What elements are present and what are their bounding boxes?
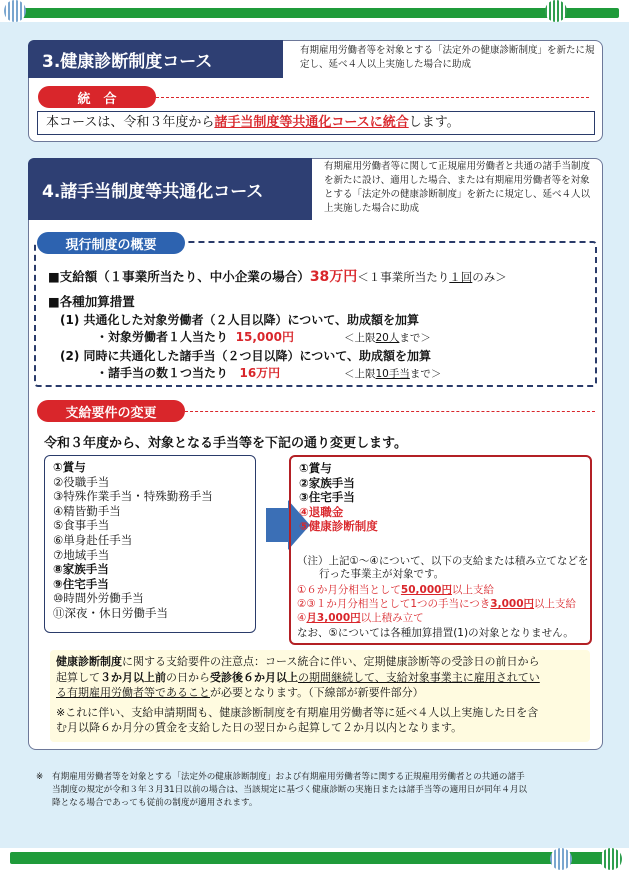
footnote-mark: ※ (36, 772, 44, 782)
list-item: ⑧家族手当 (53, 562, 109, 577)
add-title: ■各種加算措置 (48, 294, 135, 309)
amount-note-end: のみ＞ (472, 270, 507, 284)
bottom-decorative-bar (0, 848, 629, 872)
merge-notice (37, 111, 595, 135)
list-item: ②役職手当 (53, 474, 110, 489)
change-lead: 令和３年度から、対象となる手当等を下記の通り変更します。 (44, 436, 407, 451)
circle-decoration (600, 848, 622, 870)
note-line: 行った事業主が対象です。 (319, 568, 445, 580)
add2-item: ・諸手当の数１つ当たり (96, 366, 229, 380)
divider (185, 411, 595, 412)
divider (156, 97, 589, 98)
footnote-line: 当制度の規定が令和３年３月31日以前の場合は、当該規定に基づく健康診断の実施日または諸手当等の適用日が同年４月以 (52, 785, 528, 795)
right-note (297, 555, 588, 581)
merge-tag: 統 合 (38, 86, 156, 108)
add1-line (96, 328, 294, 345)
merge-target: 諸手当制度等共通化コースに統合 (214, 115, 409, 130)
change-tag: 支給要件の変更 (37, 400, 185, 422)
note-line: む月以降６か月分の賃金を支給した日の翌日から起算して２か月以内となります。 (56, 721, 463, 734)
section-4-title: 4.諸手当制度等共通化コース (28, 158, 312, 220)
circle-decoration (545, 0, 567, 22)
merge-text: 本コースは、令和３年度から (46, 115, 215, 130)
old-allowance-list (44, 455, 256, 633)
list-item: ⑥単身赴任手当 (53, 532, 133, 547)
amount-note-underlined: １回 (449, 270, 473, 284)
list-item: ⑦地域手当 (53, 547, 110, 562)
add2-cap: ＜上限10手当まで＞ (344, 368, 442, 380)
add2-value: 16万円 (239, 366, 281, 380)
list-item: ①賞与 (299, 461, 332, 475)
note-line: （注）上記①～④について、以下の支給または積み立てなどを (297, 555, 589, 567)
amount-value: 38万円 (309, 269, 358, 285)
add1-cap: ＜上限20人まで＞ (344, 332, 431, 344)
list-item: ①賞与 (53, 460, 86, 474)
overview-tag: 現行制度の概要 (37, 232, 185, 254)
circle-decoration (550, 848, 572, 870)
circle-decoration (4, 0, 26, 22)
list-item: ②家族手当 (299, 475, 355, 490)
cond4: なお、⑤については各種加算措置(1)の対象となりません。 (297, 626, 574, 639)
list-item: ⑩時間外労働手当 (53, 591, 144, 606)
section-3-title: 3.健康診断制度コース (28, 40, 283, 78)
list-item: ④退職金 (299, 504, 344, 519)
list-item: ⑪深夜・休日労働手当 (53, 605, 168, 620)
conditions: ①６か月分相当として50,000円以上支給 ②③１か月分相当として1つの手当につき3,000円以上支給 ④月3,000円以上積み立て なお、⑤については各種加算措置(1)の対象となりません。 (297, 584, 577, 639)
amount-note: ＜１事業所当たり (357, 270, 450, 284)
list-item: ⑤健康診断制度 (299, 519, 378, 534)
health-check-note: 健康診断制度に関する支給要件の注意点：コース統合に伴い、定期健康診断等の受診日の前日から 起算して３か月以上前の日から受診後６か月以上の期間継続して、支給対象事業主に雇用されてい る有期雇用労働者等であることが必要となります。（下線部が新要件部分） ※これに伴い、支給申請期間も、健康診断制度を有期雇用労働者等に延べ４人以上実施した日を含 む月以降６か月分の賃金を支給した日の翌日から起算して２か月以内となります。 (50, 650, 590, 742)
section-3-description: 有期雇用労働者等を対象とする「法定外の健康診断制度」を新たに規定し、延べ４人以上実施した場合に助成 (300, 45, 595, 70)
footnote (36, 771, 606, 810)
amount-line (48, 266, 507, 286)
amount-label: ■支給額（１事業所当たり、中小企業の場合） (48, 269, 310, 284)
footnote-line: 降となる場合であっても従前の制度が適用されます。 (52, 798, 258, 808)
add2-line (96, 364, 280, 381)
arrow-right-icon (266, 508, 288, 542)
top-decorative-bar (0, 0, 629, 22)
list-item: ⑤食事手当 (53, 518, 110, 533)
list-item: ④精皆勤手当 (53, 503, 121, 518)
note-line: ※これに伴い、支給申請期間も、健康診断制度を有期雇用労働者等に延べ４人以上実施した日を含 (56, 705, 539, 719)
add1-item: ・対象労働者１人当たり (96, 330, 229, 344)
add2-title: (2) 同時に共通化した諸手当（２つ目以降）について、助成額を加算 (60, 349, 432, 363)
merge-text-end: します。 (408, 115, 460, 130)
list-item: ③住宅手当 (299, 490, 355, 505)
list-item: ⑨住宅手当 (53, 576, 109, 591)
list-item: ③特殊作業手当・特殊勤務手当 (53, 489, 213, 504)
footnote-line: 有期雇用労働者等を対象とする「法定外の健康診断制度」および有期雇用労働者等に関する正規雇用労働者との共通の諸手 (52, 772, 525, 782)
add1-value: 15,000円 (235, 330, 294, 344)
add1-title: (1) 共通化した対象労働者（２人目以降）について、助成額を加算 (60, 313, 420, 327)
section-4-description: 有期雇用労働者等に関して正規雇用労働者と共通の諸手当制度を新たに設け、適用した場合、または有期雇用労働者等を対象とする「法定外の健康診断制度」を新たに規定し、延べ４人以上実施した場合に助成 (324, 161, 591, 214)
